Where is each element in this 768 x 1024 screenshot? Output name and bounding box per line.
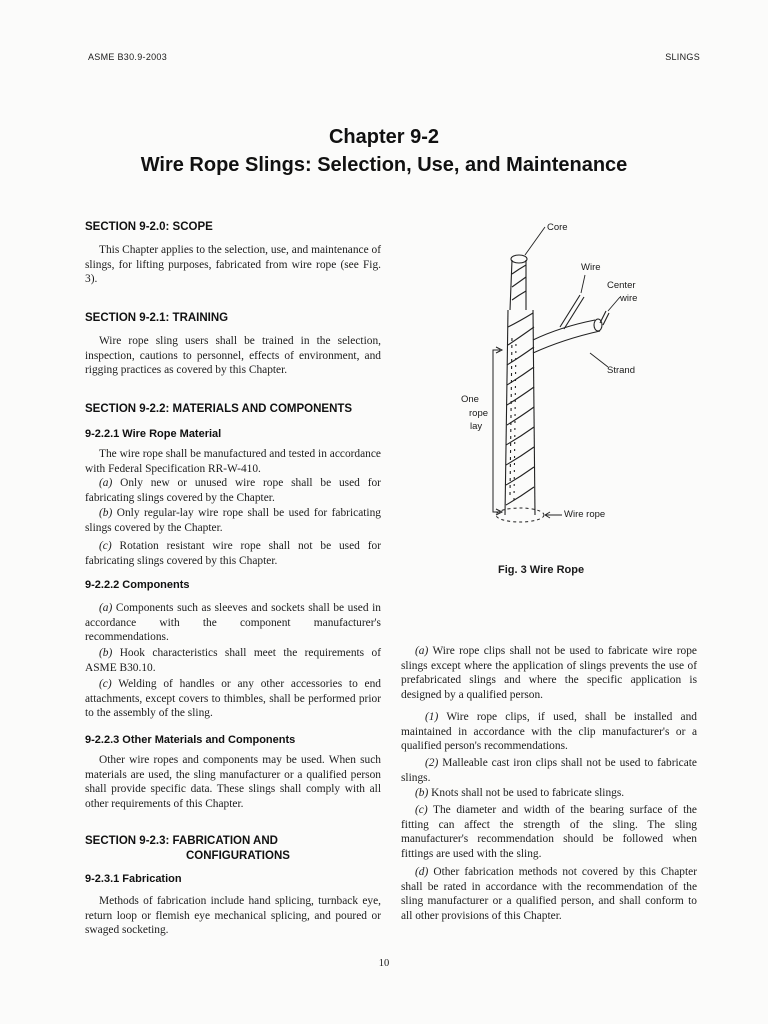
wire-rope-material-item-c: (c) Rotation resistant wire rope shall not be used for fabricating slings covered by this Chapter. <box>85 540 381 567</box>
fabrication-item-a2: (2) Malleable cast iron clips shall not be used to fabricate slings. <box>401 757 697 784</box>
section-fabrication-heading-line2: CONFIGURATIONS <box>186 850 290 862</box>
figure-label-wire: Wire <box>581 262 601 273</box>
other-materials-text: Other wire ropes and components may be used. When such materials are used, the sling manufacturer or a qualified person shall provide specific data. These slings shall comply with all other requirements of this Chapter. <box>85 754 381 810</box>
subsection-fabrication-heading: 9-2.3.1 Fabrication <box>85 873 182 885</box>
section-fabrication-heading-line1: SECTION 9-2.3: FABRICATION AND <box>85 835 278 847</box>
running-header-right: SLINGS <box>665 52 700 62</box>
wire-rope-figure <box>440 215 670 535</box>
figure-label-lay: lay <box>470 421 483 432</box>
wire-rope-material-intro: The wire rope shall be manufactured and tested in accordance with Federal Specification RR-W-410. <box>85 448 381 475</box>
section-scope-heading: SECTION 9-2.0: SCOPE <box>85 221 213 233</box>
figure-label-core: Core <box>547 222 568 233</box>
fabrication-text: Methods of fabrication include hand splicing, turnback eye, return loop or flemish eye mechanical splicing, and poured or swaged socketing. <box>85 895 381 937</box>
chapter-title: Wire Rope Slings: Selection, Use, and Maintenance <box>140 154 628 176</box>
chapter-number: Chapter 9-2 <box>328 126 440 148</box>
figure-caption: Fig. 3 Wire Rope <box>498 564 585 576</box>
subsection-wire-rope-material-heading: 9-2.2.1 Wire Rope Material <box>85 428 222 440</box>
components-item-b: (b) Hook characteristics shall meet the requirements of ASME B30.10. <box>85 647 381 674</box>
wire-rope-material-item-a: (a) Only new or unused wire rope shall be used for fabricating slings covered by the Chapter. <box>85 477 381 504</box>
page-number: 10 <box>378 958 390 969</box>
figure-label-one: One <box>461 394 479 405</box>
section-materials-heading: SECTION 9-2.2: MATERIALS AND COMPONENTS <box>85 403 353 415</box>
fabrication-item-c: (c) The diameter and width of the bearing surface of the fitting can affect the strength of the sling. The sling manufacturer's recommendation should be followed when fittings are used with the sling. <box>401 804 697 860</box>
components-item-a: (a) Components such as sleeves and sockets shall be used in accordance with the component manufacturer's recommendations. <box>85 602 381 644</box>
figure-label-strand: Strand <box>607 365 635 376</box>
wire-rope-material-item-b: (b) Only regular-lay wire rope shall be used for fabricating slings covered by the Chapter. <box>85 507 381 534</box>
running-header-left: ASME B30.9-2003 <box>88 52 168 62</box>
fabrication-item-a1: (1) Wire rope clips, if used, shall be installed and maintained in accordance with the clip manufacturer's or a qualified person's recommendations. <box>401 711 697 753</box>
section-training-text: Wire rope sling users shall be trained in the selection, inspection, cautions to personnel, effects of environment, and rigging practices as covered by this Chapter. <box>85 335 381 377</box>
fabrication-item-b: (b) Knots shall not be used to fabricate slings. <box>415 787 625 799</box>
figure-label-center-wire: wire <box>620 293 638 304</box>
components-item-c: (c) Welding of handles or any other accessories to end attachments, except covers to thimbles, shall be performed prior to the assembly of the sling. <box>85 678 381 720</box>
section-scope-text: This Chapter applies to the selection, use, and maintenance of slings, for lifting purposes, fabricated from wire rope (see Fig. 3). <box>85 244 381 286</box>
section-training-heading: SECTION 9-2.1: TRAINING <box>85 312 229 324</box>
subsection-other-materials-heading: 9-2.2.3 Other Materials and Components <box>85 734 296 746</box>
figure-label-wire-rope: Wire rope <box>564 509 606 520</box>
figure-label-center: Center <box>607 280 636 291</box>
figure-label-rope: rope <box>469 408 489 419</box>
fabrication-item-a: (a) Wire rope clips shall not be used to fabricate wire rope slings except where the application of slings prevents the use of prefabricated slings and where the specific application is designed by a qualified person. <box>401 645 697 701</box>
subsection-components-heading: 9-2.2.2 Components <box>85 579 190 591</box>
fabrication-item-d: (d) Other fabrication methods not covered by this Chapter shall be rated in accordance with the recommendation of the sling manufacturer or a qualified person, and shall conform to all other provisions of this Chapter. <box>401 866 697 922</box>
